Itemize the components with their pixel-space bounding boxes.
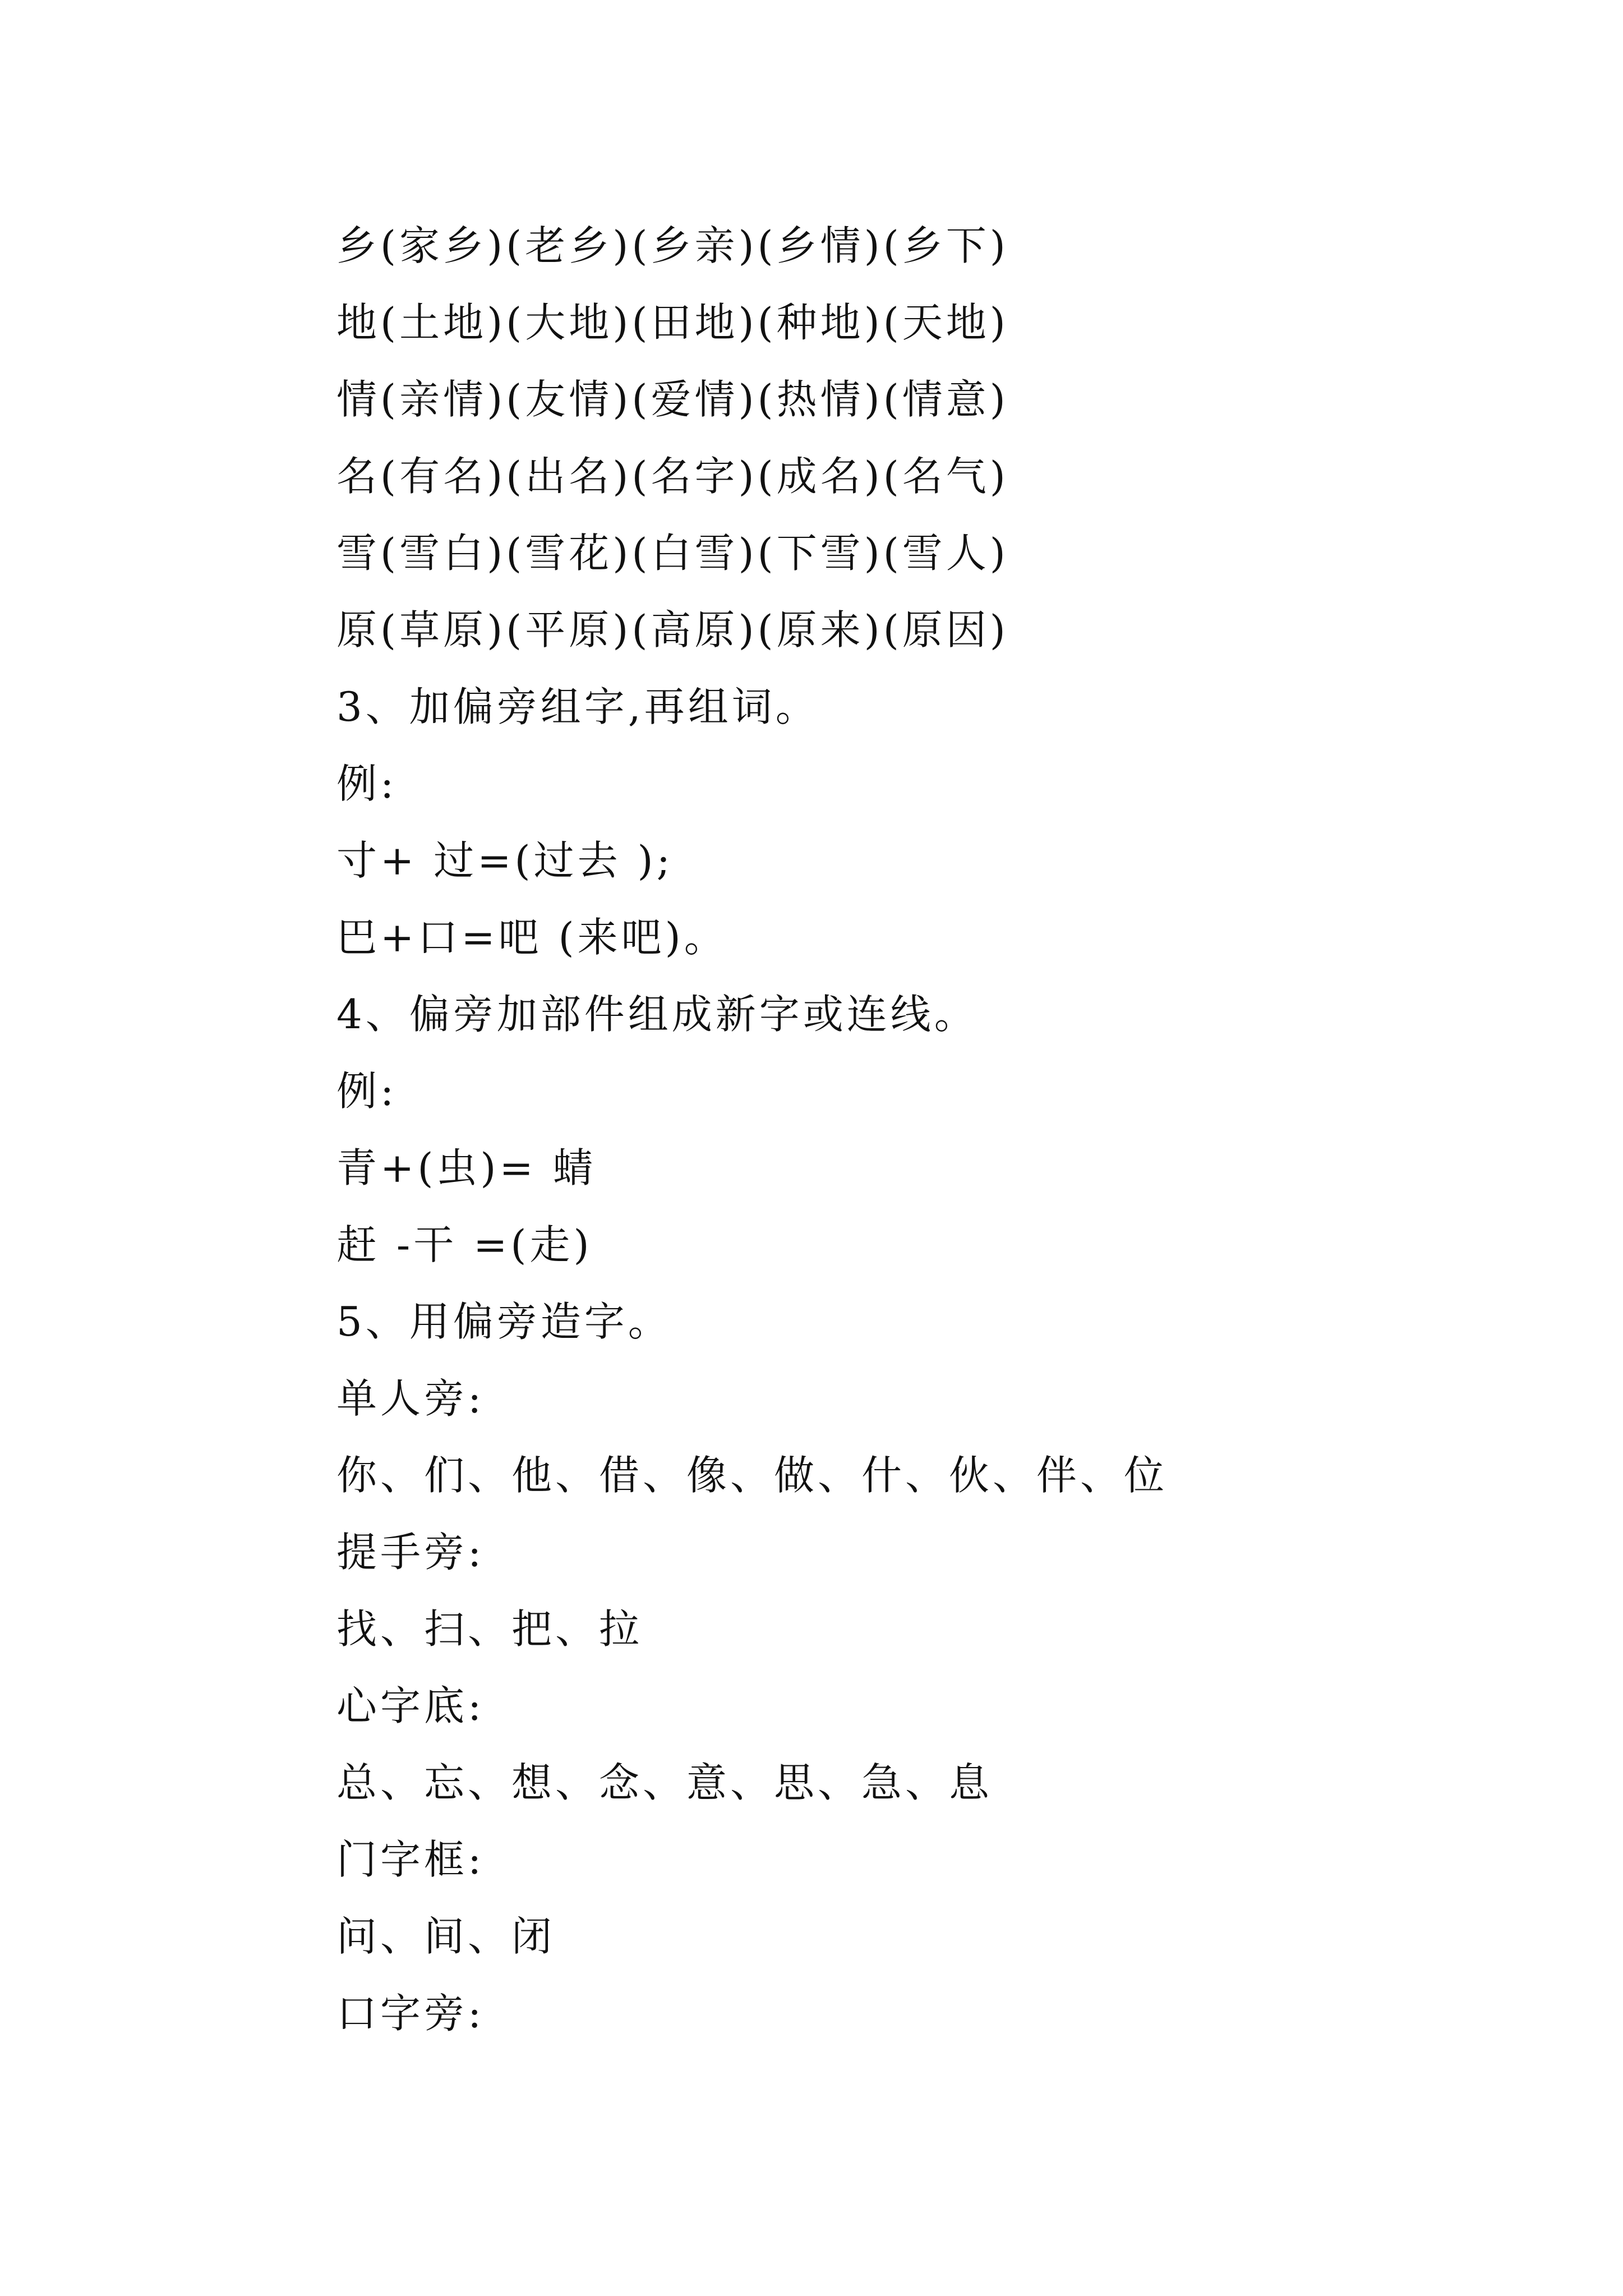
word-group-line-qing: 情(亲情)(友情)(爱情)(热情)(情意) <box>336 376 1009 423</box>
example-line: 赶 -干 =(走) <box>336 1221 593 1268</box>
radical-chars-xin: 总、忘、想、念、意、思、急、息 <box>336 1759 993 1806</box>
example-line: 青+(虫)= 蜻 <box>336 1144 597 1191</box>
radical-chars-ren: 你、们、他、借、像、做、什、伙、伴、位 <box>336 1452 1168 1499</box>
document-body <box>336 208 1514 2052</box>
radical-label-ren: 单人旁: <box>336 1375 485 1422</box>
example-label: 例: <box>336 760 398 807</box>
word-group-line-yuan: 原(草原)(平原)(高原)(原来)(原因) <box>336 606 1009 654</box>
radical-label-men: 门字框: <box>336 1836 485 1883</box>
radical-label-shou: 提手旁: <box>336 1529 485 1576</box>
radical-label-kou: 口字旁: <box>336 1990 485 2037</box>
radical-chars-men: 问、间、闭 <box>336 1913 556 1960</box>
section-heading-5: 5、用偏旁造字。 <box>336 1298 672 1345</box>
word-group-line-di: 地(土地)(大地)(田地)(种地)(天地) <box>336 299 1009 346</box>
word-group-line-xiang: 乡(家乡)(老乡)(乡亲)(乡情)(乡下) <box>336 222 1009 269</box>
example-label: 例: <box>336 1068 398 1115</box>
section-heading-3: 3、加偏旁组字,再组词。 <box>336 683 819 730</box>
word-group-line-ming: 名(有名)(出名)(名字)(成名)(名气) <box>336 453 1009 500</box>
example-line: 寸+ 过=(过去 ); <box>336 837 674 884</box>
radical-chars-shou: 找、扫、把、拉 <box>336 1605 643 1653</box>
word-group-line-xue: 雪(雪白)(雪花)(白雪)(下雪)(雪人) <box>336 530 1009 577</box>
section-heading-4: 4、偏旁加部件组成新字或连线。 <box>336 991 978 1038</box>
radical-label-xin: 心字底: <box>336 1682 485 1729</box>
example-line: 巴+口=吧 (来吧)。 <box>336 914 728 961</box>
